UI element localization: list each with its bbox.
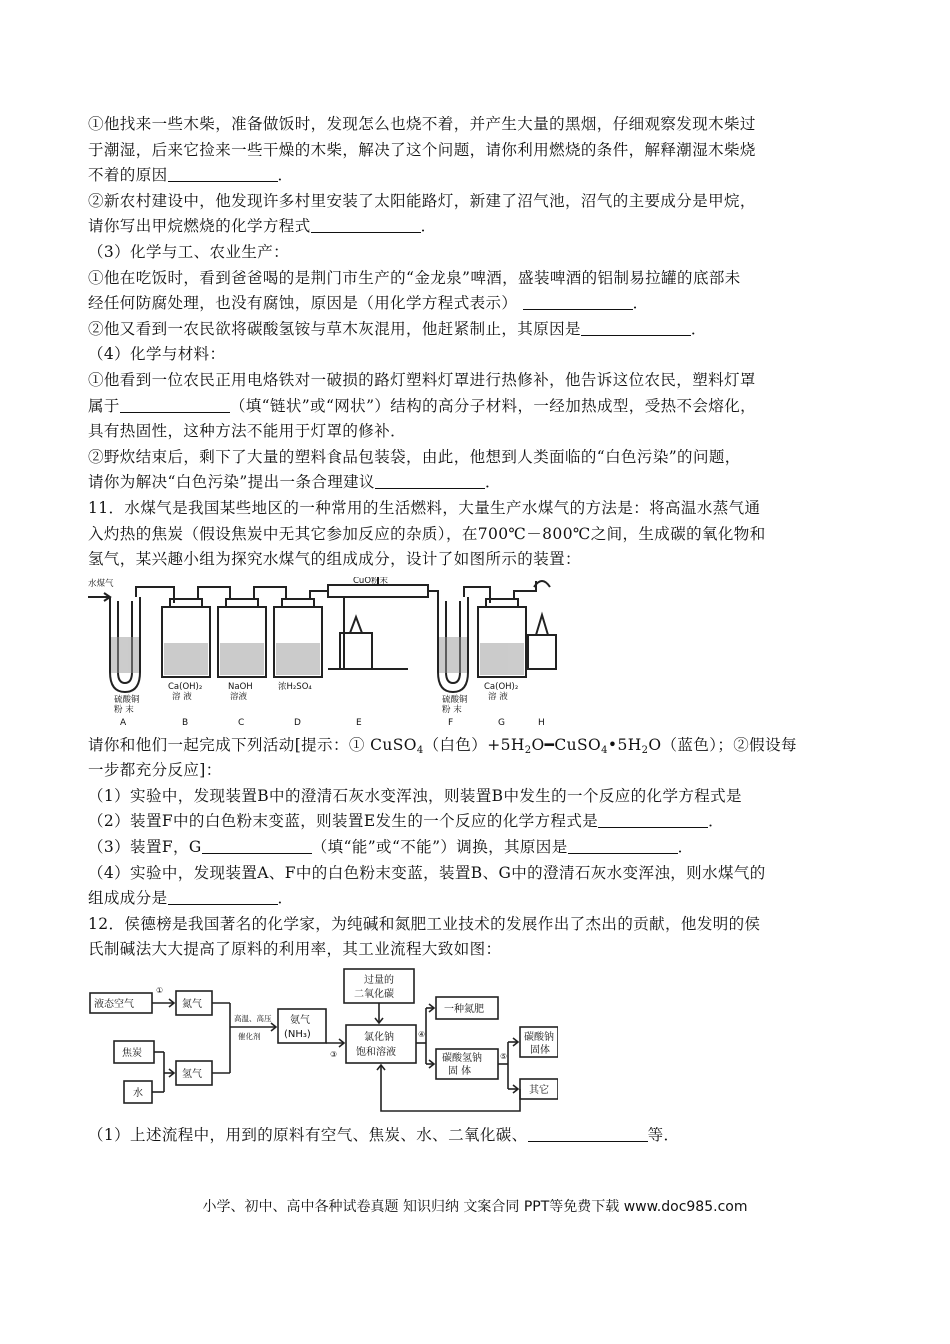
text-line: 请你和他们一起完成下列活动[提示：① CuSO$_4$（白色）$+5H_2O━CuSO_4•5H_2O$（蓝色）；②假设每 — [88, 735, 797, 756]
text-line: 入灼热的焦炭（假设焦炭中无其它参加反应的杂质），在700℃－800℃之间，生成碳的氧化物和 — [88, 524, 766, 543]
box-water: 水 — [133, 1088, 143, 1100]
text-line: ②他又看到一农民欲将碳酸氢铵与草木灰混用，他赶紧制止，其原因是 ． — [88, 319, 707, 338]
cuo-label: CuO粉末 — [353, 576, 389, 586]
text-line: 经任何防腐处理，也没有腐蚀，原因是（用化学方程式表示） ． — [88, 294, 649, 313]
answer-blank[interactable] — [120, 396, 230, 413]
text-line: （4）实验中，发现装置A、F中的白色粉末变蓝，装置B、G中的澄清石灰水变浑浊，则水煤气的 — [88, 863, 766, 882]
step-4: ④ — [418, 1030, 426, 1040]
reagent-d: 浓H₂SO₄ — [278, 681, 312, 692]
label-f: F — [448, 717, 454, 727]
question-12: 12．侯德榜是我国著名的化学家，为纯碱和氮肥工业技术的发展作出了杰出的贡献，他发明的侯 — [88, 914, 761, 933]
box-co2-line2: 二氧化碳 — [354, 989, 394, 1001]
label-d: D — [294, 717, 301, 727]
section-heading: （4）化学与材料： — [88, 345, 226, 364]
reagent-f-line2: 粉 末 — [442, 704, 462, 715]
reagent-c-line2: 溶液 — [230, 691, 248, 702]
text-line: ②野炊结束后，剩下了大量的塑料食品包装袋，由此，他想到人类面临的“白色污染”的问题， — [88, 447, 741, 466]
answer-blank[interactable] — [598, 811, 708, 828]
text-line: ①他看到一位农民正用电烙铁对一破损的路灯塑料灯罩进行热修补，他告诉这位农民，塑料灯罩 — [88, 370, 756, 389]
label-a: A — [120, 717, 127, 727]
text-line: 请你为解决“白色污染”提出一条合理建议 ． — [88, 473, 501, 492]
text-line: ②新农村建设中，他发现许多村里安装了太阳能路灯，新建了沼气池，沼气的主要成分是甲烷， — [88, 191, 756, 210]
answer-blank[interactable] — [168, 888, 278, 905]
box-ammonia-line2: (NH₃) — [284, 1029, 311, 1041]
label-e: E — [356, 717, 362, 727]
text-line: 组成成分是 ． — [88, 889, 294, 908]
text-line: 于潮湿，后来它捡来一些干燥的木柴，解决了这个问题，请你利用燃烧的条件，解释潮湿木柴烧 — [88, 140, 756, 159]
page-footer: 小学、初中、高中各种试卷真题 知识归纳 文案合同 PPT等免费下载 www.doc985.com — [202, 1199, 748, 1215]
step-5: ⑤ — [500, 1052, 508, 1062]
label-g: G — [498, 717, 505, 727]
box-coke: 焦炭 — [122, 1048, 142, 1060]
box-nacl-line2: 饱和溶液 — [356, 1047, 396, 1059]
text-line: 一步都充分反应]： — [88, 761, 222, 780]
answer-blank[interactable] — [168, 165, 278, 182]
box-other: 其它 — [529, 1085, 549, 1097]
text-line: ①他在吃饭时，看到爸爸喝的是荆门市生产的“金龙泉”啤酒，盛装啤酒的铝制易拉罐的底部未 — [88, 268, 741, 287]
condition-bottom: 催化剂 — [238, 1032, 261, 1042]
reagent-a-line2: 粉 末 — [114, 704, 134, 715]
answer-blank[interactable] — [311, 216, 421, 233]
answer-blank[interactable] — [523, 293, 633, 310]
box-liquid-air: 液态空气 — [94, 999, 134, 1011]
step-1: ① — [156, 986, 164, 996]
text-line: 属于 （填“链状”或“网状”）结构的高分子材料，一经加热成型，受热不会熔化， — [88, 396, 757, 415]
label-c: C — [238, 717, 245, 727]
text-line: （1）实验中，发现装置B中的澄清石灰水变浑浊，则装置B中发生的一个反应的化学方程式是 — [88, 786, 742, 805]
reagent-b-line2: 溶 液 — [172, 691, 192, 702]
text-line: 氏制碱法大大提高了原料的利用率，其工业流程大致如图： — [88, 940, 502, 959]
inlet-gas-label: 水煤气 — [88, 578, 114, 589]
step-3: ③ — [330, 1050, 338, 1060]
reagent-g-line1: Ca(OH)₂ — [484, 681, 519, 692]
text-line: 不着的原因 ． — [88, 166, 294, 185]
box-nahco3-line2: 固 体 — [448, 1066, 472, 1078]
text-line: 具有热固性，这种方法不能用于灯罩的修补． — [88, 422, 407, 441]
box-nitrogen: 氮气 — [182, 999, 202, 1011]
apparatus-diagram — [88, 577, 558, 727]
answer-blank[interactable] — [202, 837, 312, 854]
label-h: H — [538, 717, 545, 727]
box-hydrogen: 氢气 — [182, 1069, 202, 1081]
reagent-c-line1: NaOH — [228, 681, 253, 692]
text-line: （3）装置F，G （填“能”或“不能”）调换，其原因是 ． — [88, 838, 694, 857]
answer-blank[interactable] — [528, 1125, 648, 1142]
text-line: （1）上述流程中，用到的原料有空气、焦炭、水、二氧化碳、 等． — [88, 1126, 680, 1145]
reagent-g-line2: 溶 液 — [488, 691, 508, 702]
text-line: 氢气，某兴趣小组为探究水煤气的组成成分，设计了如图所示的装置： — [88, 550, 581, 569]
box-nacl-line1: 氯化钠 — [364, 1032, 394, 1044]
section-heading: （3）化学与工、农业生产： — [88, 242, 290, 261]
answer-blank[interactable] — [375, 472, 485, 489]
box-na2co3-line1: 碳酸钠 — [524, 1032, 554, 1044]
reagent-f-line1: 硫酸铜 — [442, 694, 468, 705]
text-line: 请你写出甲烷燃烧的化学方程式 ． — [88, 217, 437, 236]
box-na2co3-line2: 固体 — [530, 1045, 550, 1057]
answer-blank[interactable] — [581, 319, 691, 336]
text-line: ①他找来一些木柴，准备做饭时，发现怎么也烧不着，并产生大量的黑烟，仔细观察发现木柴过 — [88, 115, 756, 133]
box-nahco3-line1: 碳酸氢钠 — [442, 1053, 482, 1065]
question-content — [88, 112, 868, 1149]
box-fertilizer: 一种氮肥 — [444, 1004, 484, 1016]
label-b: B — [182, 717, 189, 727]
condition-top: 高温、高压 — [234, 1014, 272, 1024]
answer-blank[interactable] — [568, 837, 678, 854]
box-co2-line1: 过量的 — [364, 975, 394, 987]
reagent-a-line1: 硫酸铜 — [114, 694, 140, 705]
box-ammonia-line1: 氨气 — [290, 1015, 310, 1027]
reagent-b-line1: Ca(OH)₂ — [168, 681, 203, 692]
question-11: 11．水煤气是我国某些地区的一种常用的生活燃料，大量生产水煤气的方法是：将高温水蒸气通 — [88, 498, 761, 517]
text-line: （2）装置F中的白色粉末变蓝，则装置E发生的一个反应的化学方程式是 ． — [88, 812, 725, 831]
process-flow-diagram — [88, 967, 558, 1117]
